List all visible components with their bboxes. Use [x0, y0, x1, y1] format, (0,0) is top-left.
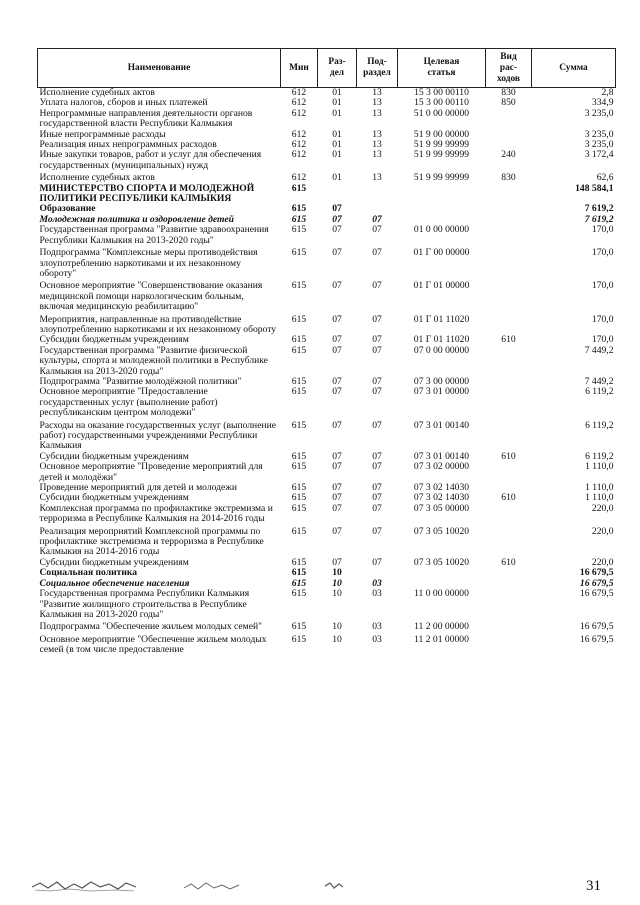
- row-sum: 16 679,5: [579, 633, 614, 645]
- row-razdel: 01: [332, 172, 342, 184]
- row-min: 612: [291, 128, 307, 140]
- page-number: 31: [586, 878, 601, 894]
- row-sum: 16 679,5: [579, 621, 614, 633]
- row-target: 07 3 02 14030: [413, 482, 470, 494]
- row-name: Субсидии бюджетным учреждениям: [39, 334, 189, 346]
- row-name: Государственная программа "Развитие здравоохранения Республики Калмыкия на 2013-2020 годы": [39, 224, 269, 246]
- row-razdel: 10: [332, 621, 342, 633]
- row-target: 15 3 00 00110: [414, 97, 469, 109]
- row-name: Основное мероприятие "Совершенствование оказания медицинской помощи наркологическим больным, включая медицинскую реабилитацию": [39, 280, 263, 313]
- table-row: [38, 109, 616, 130]
- row-min: 612: [291, 139, 307, 151]
- row-vid: [486, 130, 532, 140]
- row-name: Исполнение судебных актов: [39, 87, 155, 98]
- row-sum: 170,0: [591, 334, 614, 346]
- row-vid: [486, 579, 532, 589]
- row-min: 615: [291, 482, 307, 494]
- row-vid: [486, 225, 532, 246]
- table-row: [38, 150, 616, 171]
- row-vid: [486, 109, 532, 130]
- row-podrazdel: 07: [372, 492, 382, 504]
- row-razdel: 10: [332, 577, 342, 589]
- row-razdel: 07: [332, 492, 342, 504]
- row-vid: 610: [501, 556, 516, 568]
- table-row: [38, 620, 616, 632]
- table-row: [38, 184, 616, 205]
- row-podrazdel: 07: [372, 313, 382, 325]
- row-razdel: 07: [332, 334, 342, 346]
- table-row: [38, 589, 616, 620]
- table-row: [38, 525, 616, 558]
- row-podrazdel: 13: [372, 139, 382, 151]
- row-name: Социальное обеспечение населения: [39, 577, 190, 589]
- row-sum: 7 619,2: [584, 213, 614, 225]
- row-sum: 170,0: [591, 224, 614, 236]
- scan-noise-spot: [322, 879, 346, 893]
- row-podrazdel: 13: [372, 87, 382, 98]
- row-min: 612: [291, 172, 307, 184]
- row-vid: [486, 346, 532, 377]
- row-vid: 610: [501, 450, 516, 462]
- row-vid: [486, 246, 532, 279]
- row-podrazdel: 07: [372, 280, 382, 292]
- table-header-row: [38, 49, 616, 88]
- row-target: 15 3 00 00110: [414, 87, 469, 98]
- row-name: Подпрограмма "Развитие молодёжной политики": [39, 375, 242, 387]
- row-podrazdel: 07: [372, 386, 382, 398]
- header-razdel: Раз- дел: [318, 49, 357, 88]
- row-sum: 3 235,0: [584, 107, 614, 119]
- row-podrazdel: 07: [372, 482, 382, 494]
- row-vid: [486, 633, 532, 656]
- row-min: 615: [291, 621, 307, 633]
- row-name: Образование: [39, 203, 96, 215]
- row-min: 615: [291, 450, 307, 462]
- row-target: 07 3 05 00000: [413, 502, 470, 514]
- row-vid: [486, 589, 532, 620]
- table-row: [38, 313, 616, 336]
- row-sum: 170,0: [591, 247, 614, 259]
- row-razdel: 07: [332, 525, 342, 537]
- row-min: 615: [291, 334, 307, 346]
- table-row: [38, 387, 616, 418]
- row-sum: 3 235,0: [584, 139, 614, 151]
- row-sum: 16 679,5: [579, 577, 614, 589]
- row-podrazdel: 07: [372, 502, 382, 514]
- row-vid: [486, 215, 532, 225]
- table-row: [38, 633, 616, 656]
- row-target: 11 2 00 00000: [414, 621, 469, 633]
- row-name: Подпрограмма "Комплексные меры противодействия злоупотреблению наркотиками и их незаконному обороту": [39, 247, 258, 279]
- row-name: Проведение мероприятий для детей и молодежи: [39, 482, 238, 494]
- row-podrazdel: 07: [372, 375, 382, 387]
- row-sum: 220,0: [591, 502, 614, 514]
- row-name: Непрограммные направления деятельности органов государственной власти Республики Калмыкия: [39, 107, 253, 130]
- row-target: 07 0 00 00000: [413, 344, 470, 356]
- row-target: 01 0 00 00000: [413, 224, 470, 236]
- row-sum: 170,0: [591, 313, 614, 325]
- row-podrazdel: 07: [372, 334, 382, 346]
- header-sum: Сумма: [532, 49, 616, 88]
- row-podrazdel: [357, 184, 398, 205]
- row-sum: 16 679,5: [579, 588, 614, 600]
- row-name: Реализация иных непрограммных расходов: [39, 139, 217, 151]
- row-podrazdel: 03: [372, 633, 382, 645]
- row-sum: 170,0: [591, 280, 614, 292]
- row-sum: 1 110,0: [585, 482, 614, 494]
- row-name: Реализация мероприятий Комплексной программы по профилактике экстремизма и терроризма в Республике Калмыкия на 2014-2016 годы: [39, 525, 264, 558]
- budget-table: [37, 48, 616, 656]
- row-vid: [486, 568, 532, 578]
- row-sum: 220,0: [591, 556, 614, 568]
- row-target: 51 0 00 00000: [413, 107, 470, 119]
- row-target: 07 3 05 10020: [413, 556, 470, 568]
- row-name: Основное мероприятие "Обеспечение жильем молодых семей (в том числе предоставление: [39, 633, 267, 656]
- table-row: [38, 462, 616, 483]
- row-vid: [486, 504, 532, 525]
- row-min: 615: [291, 556, 307, 568]
- row-vid: 240: [501, 149, 516, 161]
- row-min: 615: [291, 247, 307, 259]
- row-name: Субсидии бюджетным учреждениям: [39, 492, 189, 504]
- header-min: Мин: [281, 49, 318, 88]
- row-podrazdel: 13: [372, 149, 382, 161]
- row-name: Уплата налогов, сборов и иных платежей: [39, 97, 208, 109]
- row-min: 615: [291, 213, 307, 225]
- row-sum: 7 449,2: [584, 375, 614, 387]
- row-name: Расходы на оказание государственных услуг (выполнение работ) государственными учреждениями Республики Калмыкия: [39, 419, 276, 452]
- row-min: 615: [291, 344, 307, 356]
- row-podrazdel: 07: [372, 556, 382, 568]
- row-podrazdel: 07: [372, 247, 382, 259]
- row-target: 11 0 00 00000: [414, 588, 469, 600]
- row-vid: [486, 377, 532, 387]
- row-sum: 220,0: [591, 525, 614, 537]
- row-vid: [486, 313, 532, 336]
- row-min: 615: [291, 567, 307, 579]
- row-razdel: 07: [332, 224, 342, 236]
- table-row: [38, 225, 616, 246]
- row-min: 615: [291, 386, 307, 398]
- row-sum: 6 119,2: [585, 386, 614, 398]
- row-target: 51 9 99 99999: [413, 172, 470, 184]
- row-name: МИНИСТЕРСТВО СПОРТА И МОЛОДЕЖНОЙ ПОЛИТИКИ РЕСПУБЛИКИ КАЛМЫКИЯ: [39, 182, 255, 205]
- row-min: 615: [291, 313, 307, 325]
- row-target: 07 3 01 00140: [413, 450, 470, 462]
- row-podrazdel: 03: [372, 577, 382, 589]
- row-target: 07 3 00 00000: [413, 375, 470, 387]
- row-vid: 610: [501, 334, 516, 346]
- row-target: 01 Г 01 00000: [413, 280, 470, 292]
- row-name: Иные непрограммные расходы: [39, 128, 166, 140]
- scan-noise-left: [30, 879, 140, 893]
- row-razdel: 07: [332, 280, 342, 292]
- row-razdel: 07: [332, 313, 342, 325]
- row-min: 615: [291, 203, 307, 215]
- row-name: Субсидии бюджетным учреждениям: [39, 556, 189, 568]
- row-podrazdel: 07: [372, 461, 382, 473]
- row-min: 612: [291, 87, 307, 98]
- row-vid: [486, 204, 532, 214]
- scan-noise-middle: [182, 879, 242, 893]
- row-min: 615: [291, 588, 307, 600]
- row-razdel: 01: [332, 139, 342, 151]
- row-target: [398, 568, 486, 578]
- row-sum: 148 584,1: [575, 182, 614, 194]
- row-vid: [486, 419, 532, 452]
- row-sum: 3 172,4: [584, 149, 614, 161]
- row-vid: [486, 620, 532, 632]
- row-name: Мероприятия, направленные на противодействие злоупотреблению наркотиками и их незаконному обороту: [39, 313, 277, 335]
- row-name: Социальная политика: [39, 567, 138, 579]
- row-min: 615: [291, 577, 307, 589]
- row-name: Подпрограмма "Обеспечение жильем молодых семей": [39, 621, 263, 633]
- row-name: Исполнение судебных актов: [39, 172, 155, 184]
- row-vid: [486, 387, 532, 418]
- row-target: 01 Г 00 00000: [413, 247, 470, 259]
- row-razdel: 07: [332, 502, 342, 514]
- row-podrazdel: 13: [372, 128, 382, 140]
- row-min: 612: [291, 149, 307, 161]
- row-target: 51 9 00 00000: [413, 128, 470, 140]
- row-sum: 16 679,5: [579, 567, 614, 579]
- row-podrazdel: 13: [372, 107, 382, 119]
- row-target: 07 3 02 14030: [413, 492, 470, 504]
- row-sum: 62,6: [596, 172, 614, 184]
- row-target: [398, 204, 486, 214]
- row-target: 01 Г 01 11020: [413, 313, 470, 325]
- row-name: Государственная программа "Развитие физической культуры, спорта и молодежной политики в Республике Калмыкия на 2013-2020 годы": [39, 344, 268, 377]
- row-razdel: 07: [332, 556, 342, 568]
- row-podrazdel: 03: [372, 621, 382, 633]
- table-row: [38, 504, 616, 525]
- row-sum: 3 235,0: [584, 128, 614, 140]
- table-row: [38, 346, 616, 377]
- row-vid: 830: [501, 172, 516, 184]
- row-min: 615: [291, 224, 307, 236]
- row-vid: [486, 279, 532, 312]
- row-podrazdel: 07: [372, 224, 382, 236]
- row-min: 612: [291, 97, 307, 109]
- row-target: 51 9 99 99999: [413, 139, 470, 151]
- row-vid: [486, 525, 532, 558]
- row-vid: 850: [501, 97, 516, 109]
- row-razdel: 01: [332, 149, 342, 161]
- table-row: [38, 279, 616, 312]
- row-target: 07 3 05 10020: [413, 525, 470, 537]
- table-body: [38, 88, 616, 656]
- row-podrazdel: 07: [372, 344, 382, 356]
- row-min: 615: [291, 525, 307, 537]
- row-min: 615: [291, 182, 307, 194]
- table-row: [38, 171, 616, 183]
- row-razdel: 07: [332, 386, 342, 398]
- row-min: 615: [291, 280, 307, 292]
- row-name: Иные закупки товаров, работ и услуг для обеспечения государственных (муниципальных) нужд: [39, 149, 262, 171]
- row-razdel: 07: [332, 344, 342, 356]
- row-sum: 7 619,2: [584, 203, 614, 215]
- row-razdel: 01: [332, 128, 342, 140]
- row-sum: 334,9: [591, 97, 614, 109]
- row-vid: [486, 462, 532, 483]
- header-name: Наименование: [38, 49, 281, 88]
- row-min: 615: [291, 492, 307, 504]
- row-target: 01 Г 01 11020: [413, 334, 470, 346]
- header-vid: Вид рас- ходов: [486, 49, 532, 88]
- row-sum: 7 449,2: [584, 344, 614, 356]
- row-podrazdel: 03: [372, 588, 382, 600]
- row-razdel: 07: [332, 461, 342, 473]
- row-razdel: 10: [332, 633, 342, 645]
- row-razdel: 07: [332, 482, 342, 494]
- row-min: 615: [291, 461, 307, 473]
- row-target: 07 3 02 00000: [413, 461, 470, 473]
- row-razdel: 07: [332, 419, 342, 431]
- row-min: 612: [291, 107, 307, 119]
- row-podrazdel: 07: [372, 525, 382, 537]
- row-razdel: 07: [332, 203, 342, 215]
- table-row: [38, 419, 616, 452]
- row-target: 07 3 01 00140: [413, 419, 470, 431]
- row-sum: 6 119,2: [585, 450, 614, 462]
- row-name: Молодежная политика и оздоровление детей: [39, 213, 234, 225]
- row-min: 615: [291, 502, 307, 514]
- row-min: 615: [291, 375, 307, 387]
- row-razdel: 10: [332, 567, 342, 579]
- row-name: Основное мероприятие "Проведение мероприятий для детей и молодёжи": [39, 461, 263, 483]
- row-podrazdel: 07: [372, 213, 382, 225]
- row-razdel: 07: [332, 450, 342, 462]
- row-target: 11 2 01 00000: [414, 633, 469, 645]
- header-target: Целевая статья: [398, 49, 486, 88]
- row-name: Субсидии бюджетным учреждениям: [39, 450, 189, 462]
- table-row: [38, 246, 616, 279]
- row-vid: 830: [501, 87, 516, 98]
- row-razdel: 07: [332, 375, 342, 387]
- row-razdel: 10: [332, 588, 342, 600]
- row-target: [398, 184, 486, 205]
- row-sum: 2,8: [601, 87, 614, 98]
- header-podrazdel: Под- раздел: [357, 49, 398, 88]
- row-vid: 610: [501, 492, 516, 504]
- row-razdel: [318, 184, 357, 205]
- row-razdel: 07: [332, 247, 342, 259]
- row-target: 07 3 01 00000: [413, 386, 470, 398]
- row-min: 615: [291, 419, 307, 431]
- row-vid: [486, 184, 532, 205]
- row-sum: 1 110,0: [585, 492, 614, 504]
- row-sum: 6 119,2: [585, 419, 614, 431]
- row-razdel: 01: [332, 107, 342, 119]
- row-name: Комплексная программа по профилактике экстремизма и терроризма в Республике Калмыкия на 2014-2016 годы: [39, 502, 273, 525]
- row-name: Государственная программа Республики Калмыкия "Развитие жилищного строительства в Республике Калмыкия на 2013-2020 годы": [39, 588, 250, 620]
- row-razdel: 01: [332, 87, 342, 98]
- row-razdel: 07: [332, 213, 342, 225]
- row-podrazdel: 13: [372, 97, 382, 109]
- row-min: 615: [291, 633, 307, 645]
- row-sum: 1 110,0: [585, 461, 614, 473]
- row-podrazdel: 07: [372, 450, 382, 462]
- row-razdel: 01: [332, 97, 342, 109]
- row-target: 51 9 99 99999: [413, 149, 470, 161]
- row-name: Основное мероприятие "Предоставление государственных услуг (выполнение работ) республиканским центром молодежи": [39, 386, 218, 419]
- row-podrazdel: 07: [372, 419, 382, 431]
- row-podrazdel: 13: [372, 172, 382, 184]
